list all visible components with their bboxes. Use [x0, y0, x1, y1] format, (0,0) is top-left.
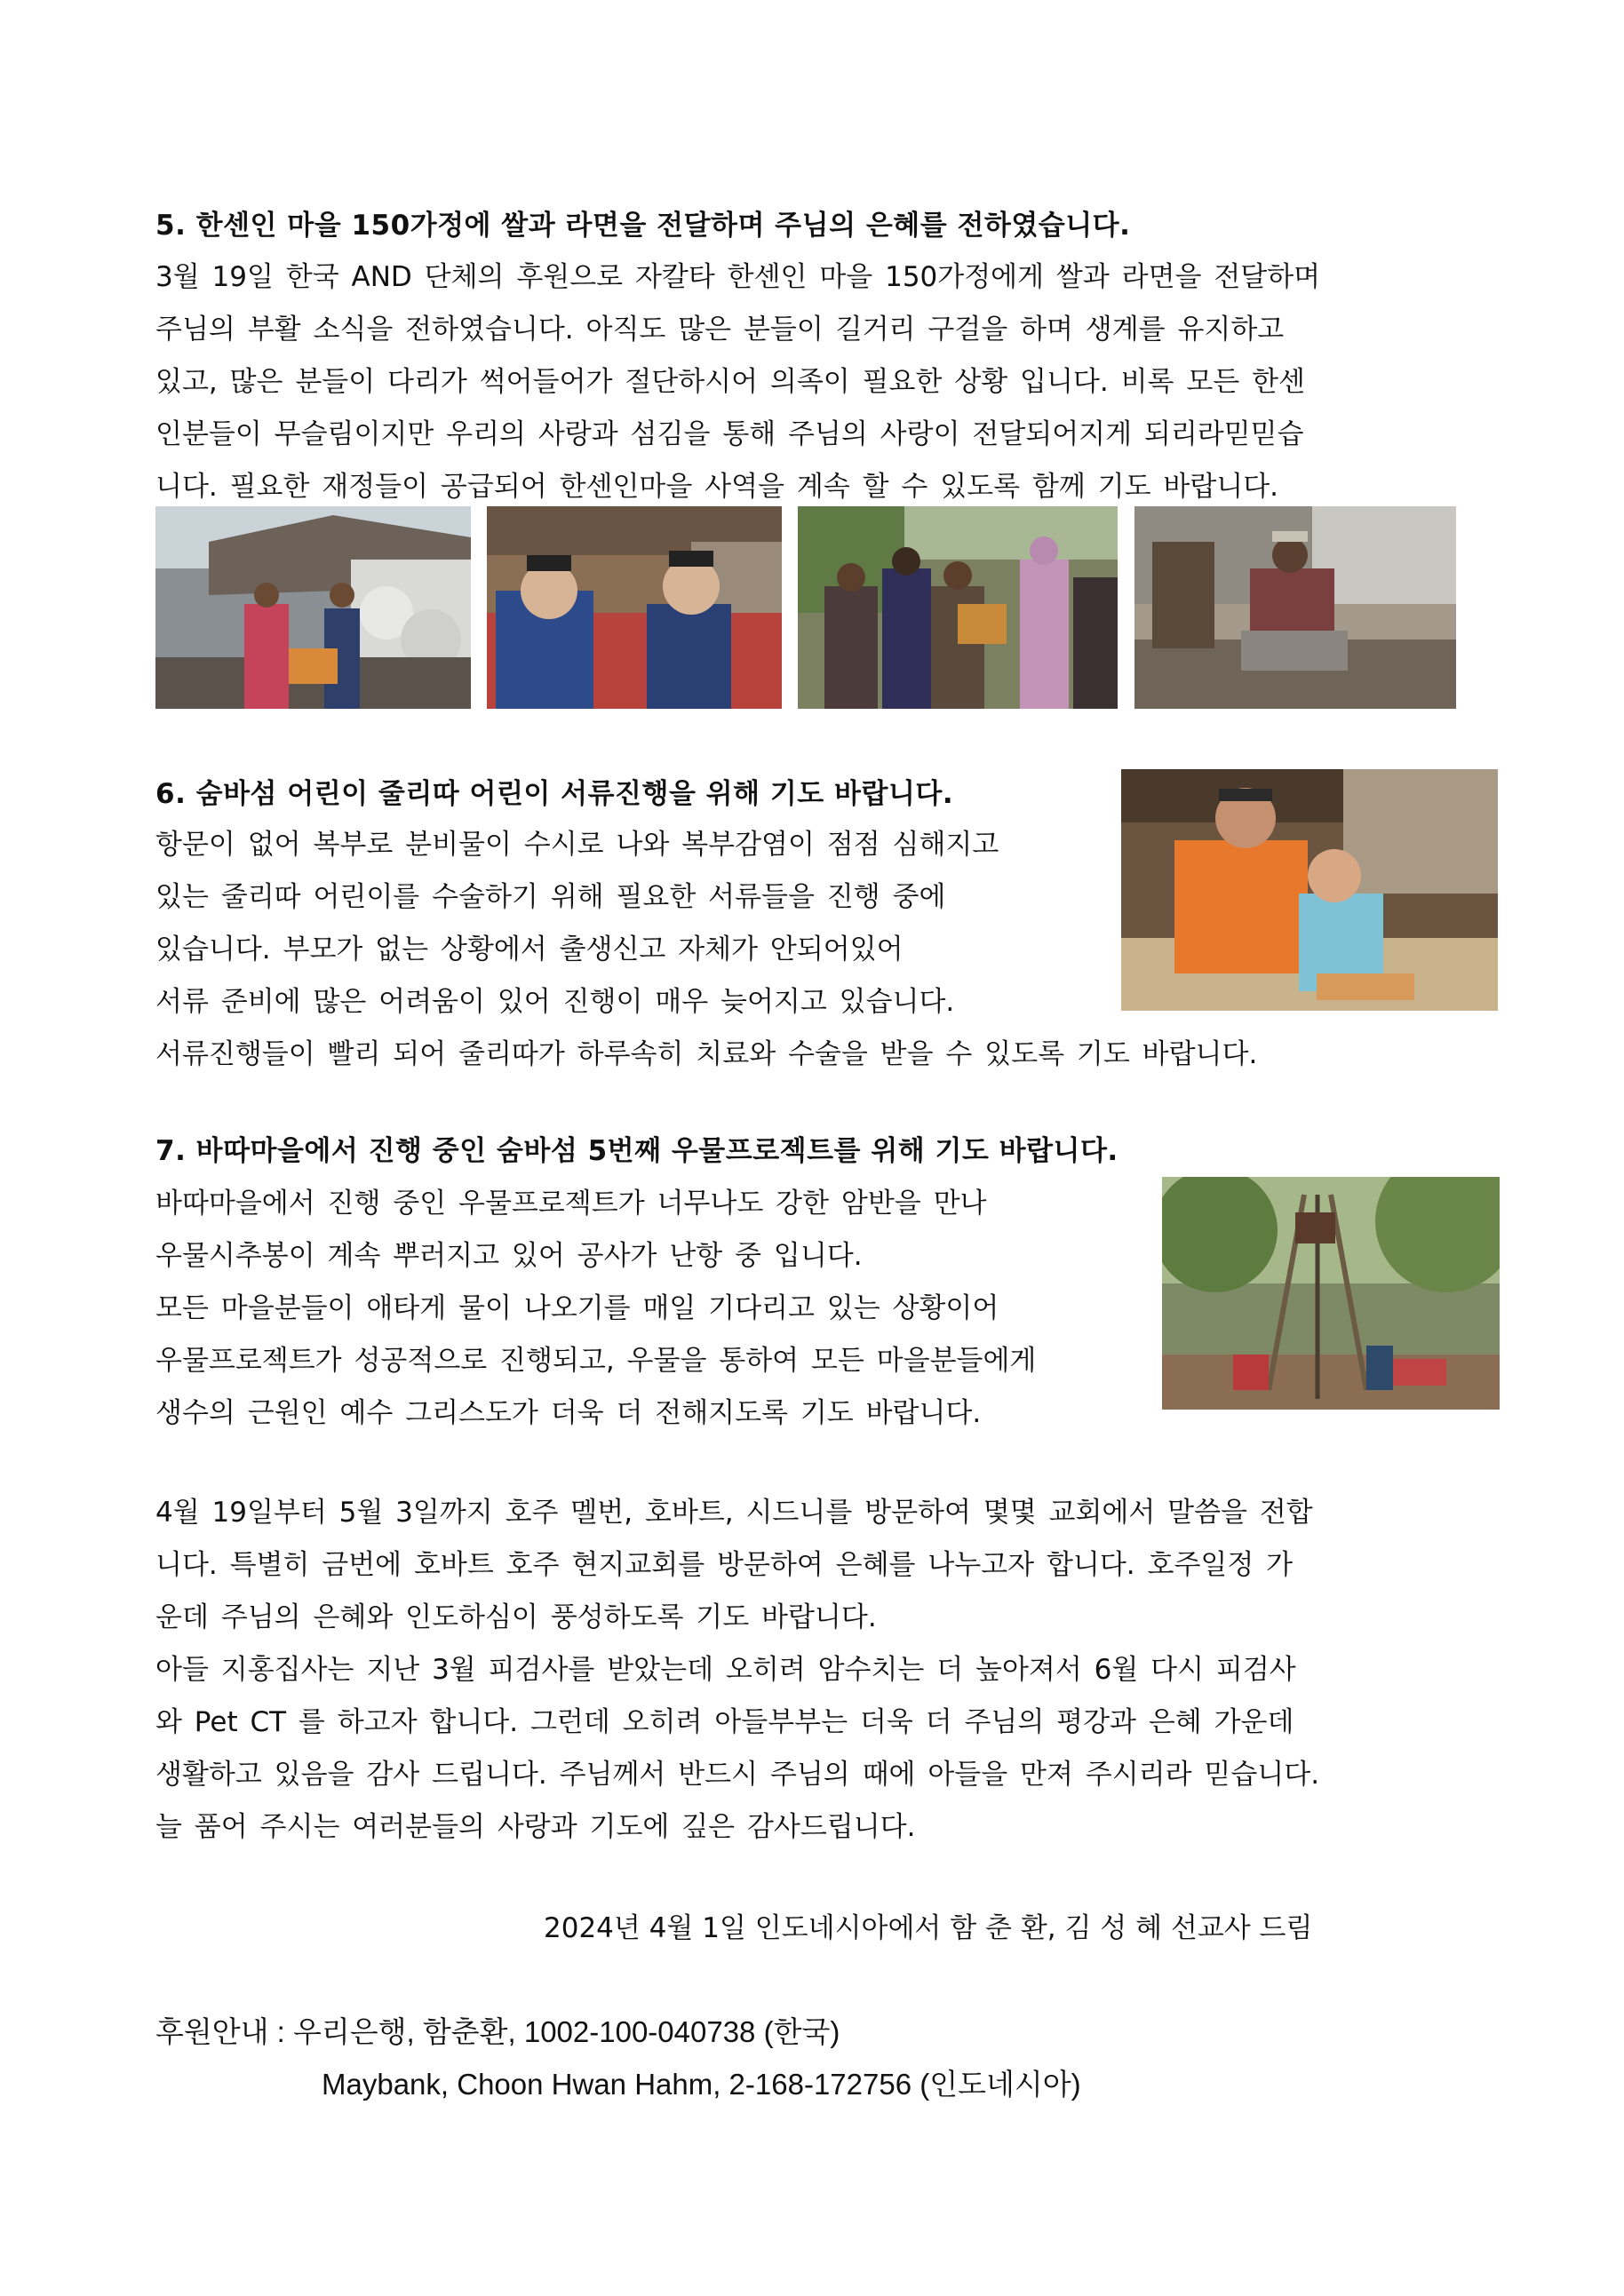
section-6-line: 서류 준비에 많은 어려움이 있어 진행이 매우 늦어지고 있습니다.	[155, 986, 955, 1018]
section-7-line: 생수의 근원인 예수 그리스도가 더욱 더 전해지도록 기도 바랍니다.	[155, 1397, 982, 1429]
section-5-heading: 5. 한센인 마을 150가정에 쌀과 라면을 전달하며 주님의 은혜를 전하였습니다.	[155, 210, 1131, 242]
news-line: 운데 주님의 은혜와 인도하심이 풍성하도록 기도 바랍니다.	[155, 1601, 877, 1633]
section-7-line: 모든 마을분들이 애타게 물이 나오기를 매일 기다리고 있는 상황이어	[155, 1292, 999, 1324]
leprosy-village-photo-4	[1134, 506, 1456, 709]
section-7-line: 우물프로젝트가 성공적으로 진행되고, 우물을 통하여 모든 마을분들에게	[155, 1345, 1037, 1377]
section-6-line: 있습니다. 부모가 없는 상황에서 출생신고 자체가 안되어있어	[155, 933, 904, 965]
closing-signature: 2024년 4월 1일 인도네시아에서 함 춘 환, 김 성 혜 선교사 드림	[544, 1912, 1313, 1944]
section-5-line: 주님의 부활 소식을 전하였습니다. 아직도 많은 분들이 길거리 구걸을 하며 생계를 유지하고	[155, 314, 1285, 346]
section-5-line: 있고, 많은 분들이 다리가 썩어들어가 절단하시어 의족이 필요한 상황 입니다. 비록 모든 한센	[155, 366, 1305, 398]
section-6-heading: 6. 숨바섬 어린이 줄리따 어린이 서류진행을 위해 기도 바랍니다.	[155, 778, 954, 810]
news-line: 4월 19일부터 5월 3일까지 호주 멜번, 호바트, 시드니를 방문하여 몇몇 교회에서 말씀을 전합	[155, 1497, 1313, 1529]
section-6-line: 항문이 없어 복부로 분비물이 수시로 나와 복부감염이 점점 심해지고	[155, 829, 999, 861]
section-5-line: 3월 19일 한국 AND 단체의 후원으로 자칼타 한센인 마을 150가정에게 쌀과 라면을 전달하며	[155, 261, 1321, 293]
support-info-indonesia: Maybank, Choon Hwan Hahm, 2-168-172756 (인도네시아)	[322, 2068, 1081, 2101]
section-7-heading: 7. 바따마을에서 진행 중인 숨바섬 5번째 우물프로젝트를 위해 기도 바랍니다.	[155, 1135, 1118, 1167]
section-5-line: 인분들이 무슬림이지만 우리의 사랑과 섬김을 통해 주님의 사랑이 전달되어지게 되리라믿믿습	[155, 418, 1304, 450]
well-project-photo	[1162, 1177, 1500, 1410]
leprosy-village-photo-1	[155, 506, 471, 709]
news-line: 늘 품어 주시는 여러분들의 사랑과 기도에 깊은 감사드립니다.	[155, 1811, 916, 1843]
section-6-line: 서류진행들이 빨리 되어 줄리따가 하루속히 치료와 수술을 받을 수 있도록 기도 바랍니다.	[155, 1038, 1258, 1070]
section-6-line: 있는 줄리따 어린이를 수술하기 위해 필요한 서류들을 진행 중에	[155, 881, 946, 913]
news-line: 생활하고 있음을 감사 드립니다. 주님께서 반드시 주님의 때에 아들을 만져 주시리라 믿습니다.	[155, 1759, 1320, 1791]
news-line: 니다. 특별히 금번에 호바트 호주 현지교회를 방문하여 은혜를 나누고자 합니다. 호주일정 가	[155, 1549, 1294, 1581]
support-info-korea: 후원안내 : 우리은행, 함춘환, 1002-100-040738 (한국)	[155, 2015, 840, 2048]
leprosy-village-photo-2	[487, 506, 782, 709]
julitta-child-photo	[1121, 769, 1498, 1011]
section-7-line: 바따마을에서 진행 중인 우물프로젝트가 너무나도 강한 암반을 만나	[155, 1188, 987, 1220]
news-line: 와 Pet CT 를 하고자 합니다. 그런데 오히려 아들부부는 더욱 더 주님의 평강과 은혜 가운데	[155, 1706, 1294, 1738]
section-5-line: 니다. 필요한 재정들이 공급되어 한센인마을 사역을 계속 할 수 있도록 함께 기도 바랍니다.	[155, 471, 1279, 503]
section-7-line: 우물시추봉이 계속 뿌러지고 있어 공사가 난항 중 입니다.	[155, 1240, 863, 1272]
news-line: 아들 지홍집사는 지난 3월 피검사를 받았는데 오히려 암수치는 더 높아져서 6월 다시 피검사	[155, 1654, 1296, 1686]
leprosy-village-photo-3	[798, 506, 1118, 709]
